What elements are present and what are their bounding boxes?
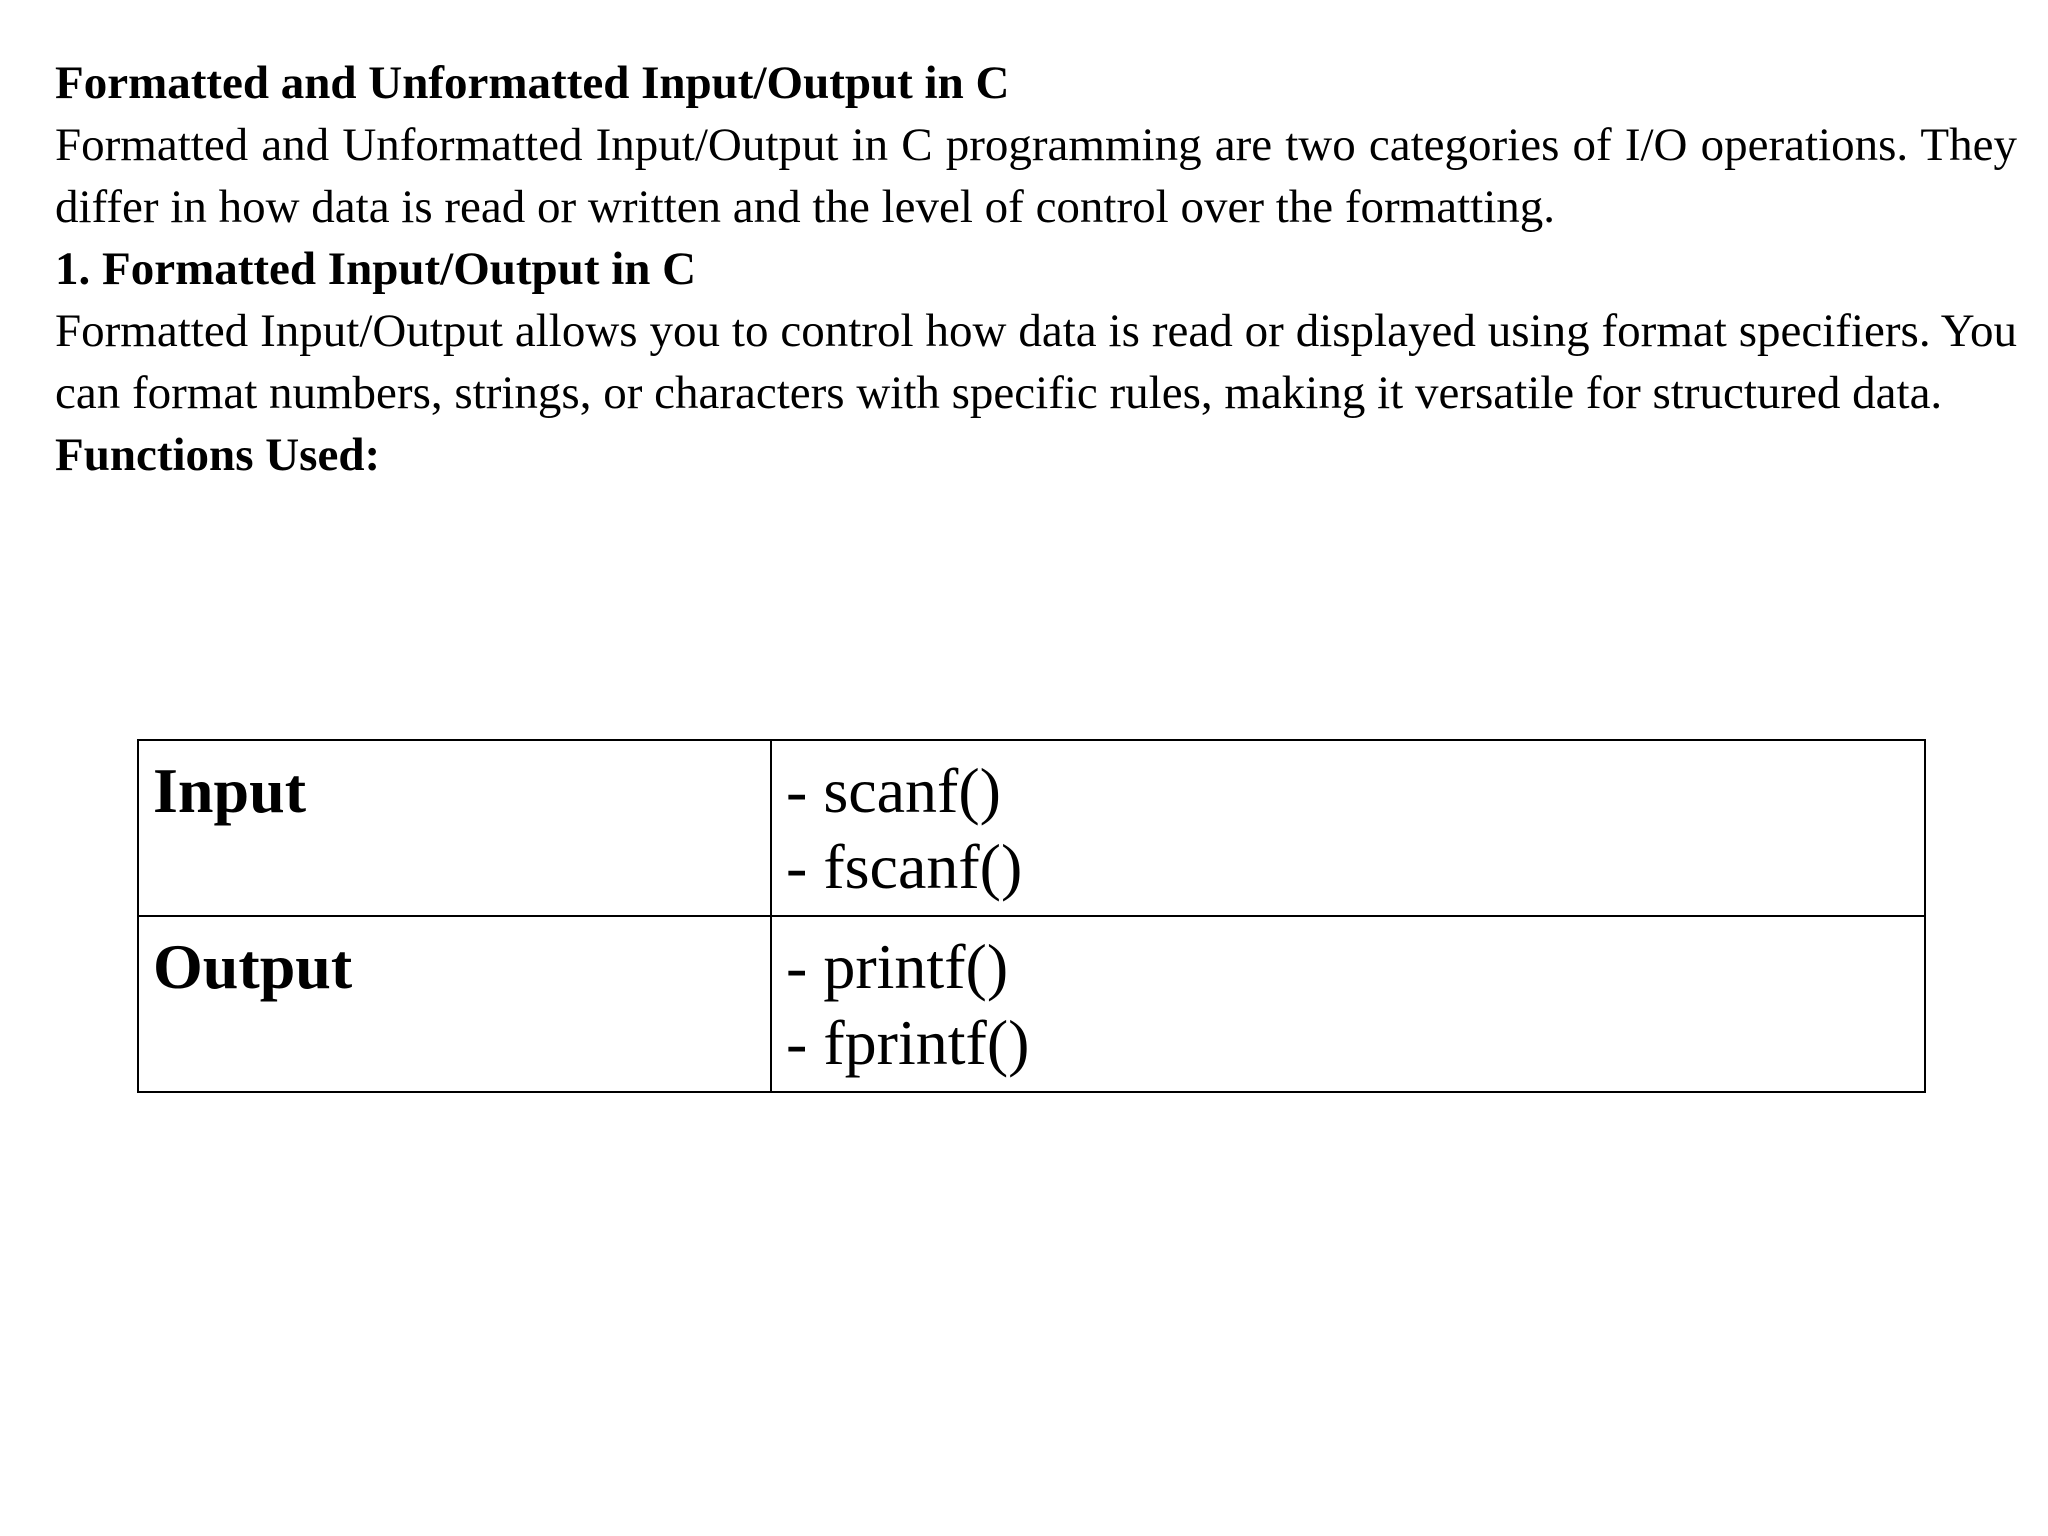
table-row: [138, 916, 1925, 1092]
table-cell-label: Output: [138, 916, 771, 1092]
document-page: [55, 52, 2017, 486]
document-title: Formatted and Unformatted Input/Output in C: [55, 57, 1010, 109]
table-row: [138, 740, 1925, 916]
table-cell-functions: [771, 916, 1925, 1092]
table-cell-label: Input: [138, 740, 771, 916]
section-heading: 1. Formatted Input/Output in C: [55, 243, 697, 295]
functions-used-heading: Functions Used:: [55, 429, 381, 481]
function-name: - printf(): [786, 931, 1009, 1002]
intro-paragraph: Formatted and Unformatted Input/Output in C programming are two categories of I/O operations. They differ in how data is read or written and the level of control over the formatting.: [55, 119, 2017, 233]
function-name: - fscanf(): [786, 831, 1023, 902]
function-name: - fprintf(): [786, 1007, 1030, 1078]
table-cell-functions: [771, 740, 1925, 916]
function-name: - scanf(): [786, 755, 1001, 826]
section-paragraph: Formatted Input/Output allows you to control how data is read or displayed using format specifiers. You can format numbers, strings, or characters with specific rules, making it versatile for structured data.: [55, 305, 2017, 419]
functions-table: [137, 739, 1926, 1093]
